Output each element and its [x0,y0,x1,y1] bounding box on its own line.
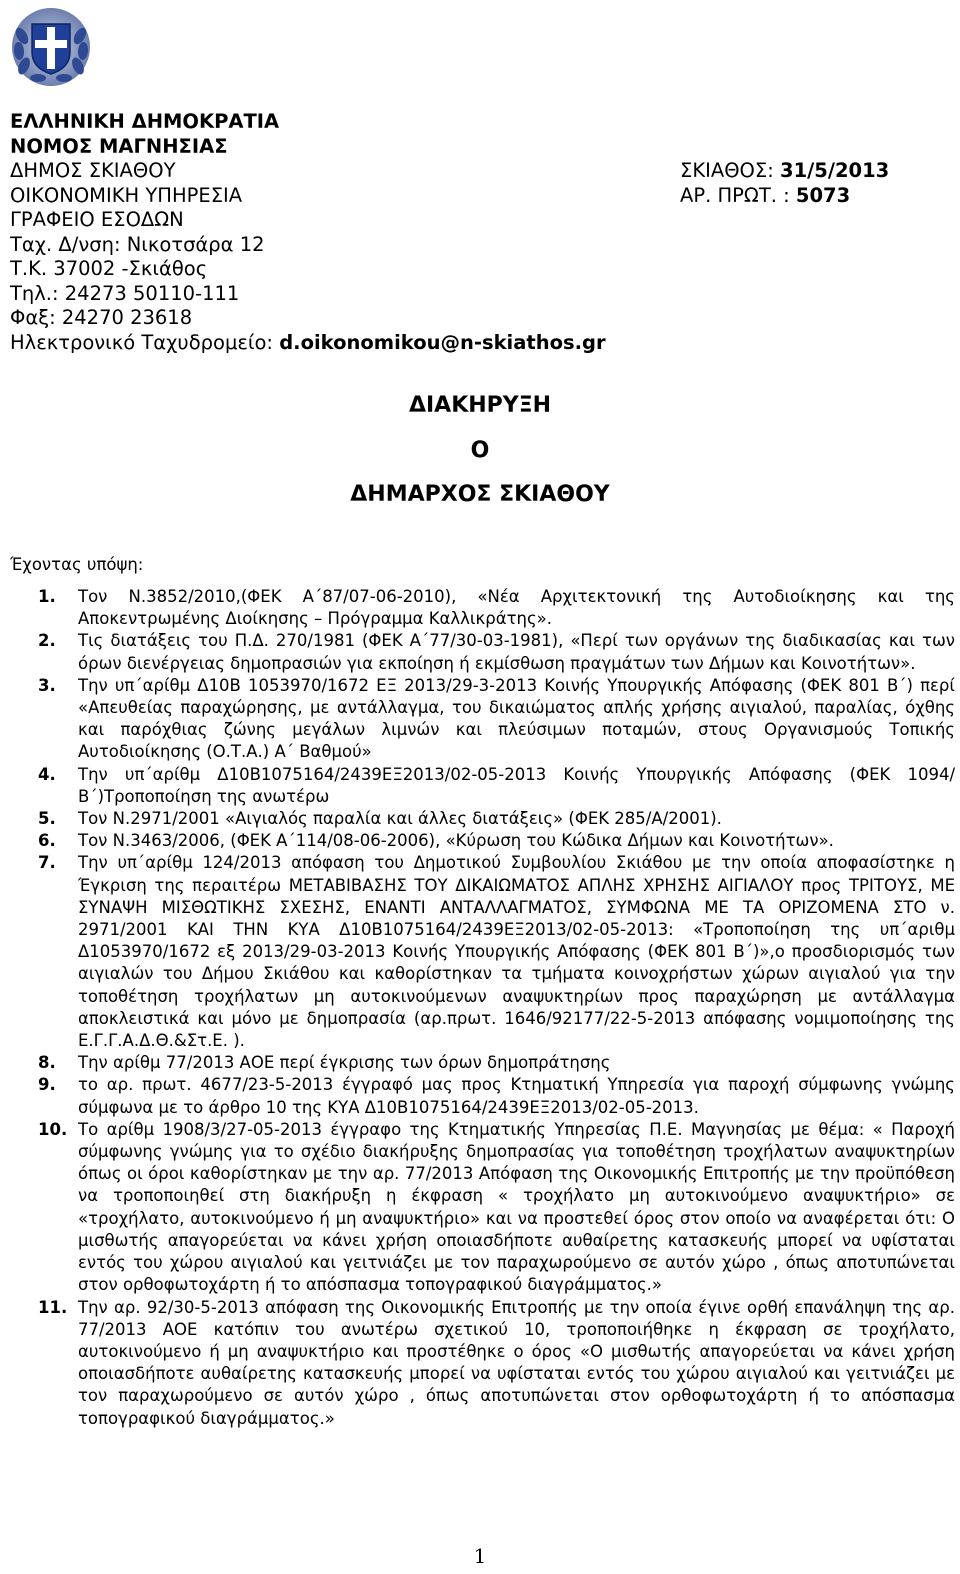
item-text: το αρ. πρωτ. 4677/23-5-2013 έγγραφό μας προς Κτηματική Υπηρεσία για παροχή σύμφωνης γνώμης σύμφωνα με το άρθρο 10 της ΚΥΑ Δ10Β1075164/2439ΕΞ2013/02-05-2013. [78,1075,955,1117]
item-number: 3. [38,675,56,695]
list-item [38,1119,955,1297]
list-item [38,586,955,630]
item-text: Την αρ. 92/30-5-2013 απόφαση της Οικονομικής Επιτροπής με την οποία έγινε ορθή επανάληψη της αρ. 77/2013 ΑΟΕ κατόπιν του ανωτέρω σχετικού 10, τροποποιήθηκε η έκφραση σε τροχήλατο, αυτοκινούμενο ή μη αναψυκτήριο και προστέθηκε ο όρος «Ο μισθωτής απαγορεύεται να κάνει χρήση οποιασδήποτε αυθαίρετης κατασκευής μπορεί να υφίσταται εντός του χώρου αιγιαλού και γειτνιάζει με τον παραχωρούμενο σε αυτόν χώρο , όπως αποτυπώνεται στον ορθοφωτοχάρτη ή το απόσπασμα τοπογραφικού διαγράμματος.» [78,1297,955,1428]
item-number: 4. [38,764,56,784]
item-text: Την υπ΄αρίθμ Δ10Β 1053970/1672 ΕΞ 2013/29-3-2013 Κοινής Υπουργικής Απόφασης (ΦΕΚ 801 Β΄) περί «Απευθείας παραχώρησης, με αντάλλαγμα, του δικαιώματος απλής χρήσης αιγιαλού, παραλίας, όχθης και παρόχθιας ζώνης μεγάλων λιμνών και πλεύσιμων ποταμών, στους Οργανισμούς Τοπικής Αυτοδιοίκησης (Ο.Τ.Α.) Α΄ Βαθμού» [78,675,955,762]
item-text: Την αρίθμ 77/2013 ΑΟΕ περί έγκρισης των όρων δημοπράτησης [78,1053,611,1073]
item-text: Την υπ΄αρίθμ 124/2013 απόφαση του Δημοτικού Συμβουλίου Σκιάθου με την οποία αποφασίστηκε η Έγκριση της περαιτέρω ΜΕΤΑΒΙΒΑΣΗΣ ΤΟΥ ΔΙΚΑΙΩΜΑΤΟΣ ΑΠΛΗΣ ΧΡΗΣΗΣ ΑΙΓΙΑΛΟΥ προς ΤΡΙΤΟΥΣ, ΜΕ ΣΥΝΑΨΗ ΜΙΣΘΩΤΙΚΗΣ ΣΧΕΣΗΣ, ΕΝΑΝΤΙ ΑΝΤΑΛΛΑΓΜΑΤΟΣ, ΣΥΜΦΩΝΑ ΜΕ ΤΑ ΟΡΙΖΟΜΕΝΑ ΣΤΟ ν. 2971/2001 ΚΑΙ ΤΗΝ ΚΥΑ Δ10Β1075164/2439ΕΞ2013/02-05-2013: «Τροποποίηση της υπ΄αριθμ Δ1053970/1672 εξ 2013/29-03-2013 Κοινής Υπουργικής Απόφασης (ΦΕΚ 801 Β΄)»,ο προσδιορισμός των αιγιαλών του Δήμου Σκιάθου και καθορίστηκαν τα τμήματα κοινοχρήστων χώρων αιγιαλού για την τοποθέτηση τροχήλατων μη αυτοκινούμενων αναψυκτηρίων προς παραχώρηση με αντάλλαγμα αποκλειστικά και μόνο με δημοπρασία (αρ.πρωτ. 1646/92177/22-5-2013 απόφασης νομιμοποίησης της Ε.Γ.Γ.Α.Δ.Θ.&Στ.Ε. ). [78,853,955,1051]
list-item [38,1297,955,1430]
list-item [38,852,955,1052]
header-line-republic: ΕΛΛΗΝΙΚΗ ΔΗΜΟΚΡΑΤΙΑ [10,110,280,133]
item-text: Τις διατάξεις του Π.Δ. 270/1981 (ΦΕΚ Α΄77/30-03-1981), «Περί των οργάνων της διαδικασίας και των όρων διενέργειας δημοπρασιών για εκποίηση ή εκμίσθωση πραγμάτων των Δήμων και Κοινοτήτων». [78,631,955,673]
list-item [38,808,955,830]
considerations-intro: Έχοντας υπόψη: [10,555,144,574]
header-line-phone: Τηλ.: 24273 50110-111 [10,281,240,305]
item-number: 6. [38,831,56,851]
item-text: Το αρίθμ 1908/3/27-05-2013 έγγραφο της Κτηματικής Υπηρεσίας Π.Ε. Μαγνησίας με θέμα: « Παροχή σύμφωνης γνώμης για το σχέδιο διακήρυξης δημοπρασίας για τοποθέτηση τροχήλατων αναψυκτηρίων όπως οι όροι καθορίστηκαν με την αρ. 77/2013 Απόφαση της Οικονομικής Επιτροπής με την προϋπόθεση να τροποποιηθεί στη διακήρυξη η έκφραση « τροχήλατο μη αυτοκινούμενο αναψυκτήριο» σε «τροχήλατο, αυτοκινούμενο ή μη αναψυκτήριο» και να προστεθεί όρος στον οποίο να αναφέρεται ότι: Ο μισθωτής απαγορεύεται να κάνει χρήση οποιασδήποτε αυθαίρετης κατασκευής μπορεί να υφίσταται εντός του χώρου αιγιαλού και γειτνιάζει με τον παραχωρούμενο σε αυτόν χώρο , όπως αποτυπώνεται στον ορθοφωτοχάρτη ή το απόσπασμα τοπογραφικού διαγράμματος.» [78,1119,955,1295]
item-number: 2. [38,631,56,651]
protocol-label: ΑΡ. ΠΡΩΤ. : [680,183,796,207]
title-article: Ο [470,438,490,463]
header-line-financial-service: ΟΙΚΟΝΟΜΙΚΗ ΥΠΗΡΕΣΙΑ [10,183,243,207]
document-title: ΔΙΑΚΗΡΥΞΗ [408,393,552,418]
item-number: 11. [38,1297,68,1317]
header-line-postal-code: Τ.Κ. 37002 -Σκιάθος [10,257,208,280]
item-text: Τον Ν.3852/2010,(ΦΕΚ Α΄87/07-06-2010), «Νέα Αρχιτεκτονική της Αυτοδιοίκησης και της Αποκεντρωμένης Διοίκησης – Πρόγραμμα Καλλικράτης». [78,587,955,629]
item-number: 9. [38,1075,56,1095]
list-item [38,675,955,764]
item-text: Την υπ΄αρίθμ Δ10Β1075164/2439ΕΞ2013/02-05-2013 Κοινής Υπουργικής Απόφασης (ΦΕΚ 1094/Β΄)Τροποποίηση της ανωτέρω [78,764,955,806]
page-number: 1 [473,1544,487,1568]
header-line-fax: Φαξ: 24270 23618 [10,306,193,329]
header-line-prefecture: ΝΟΜΟΣ ΜΑΓΝΗΣΙΑΣ [10,134,228,158]
date-line [680,159,889,184]
list-item [38,764,955,808]
item-number: 1. [38,587,56,606]
item-number: 10. [38,1119,68,1139]
item-number: 8. [38,1053,56,1073]
list-item [38,630,955,674]
email-label: Ηλεκτρονικό Ταχυδρομείο: [10,330,280,354]
date-label: ΣΚΙΑΘΟΣ: [680,159,780,182]
item-number: 5. [38,809,56,829]
header-line-address: Ταχ. Δ/νση: Νικοτσάρα 12 [10,232,265,256]
protocol-line [680,184,850,209]
title-issuer: ΔΗΜΑΡΧΟΣ ΣΚΙΑΘΟΥ [350,482,610,507]
header-line-municipality: ΔΗΜΟΣ ΣΚΙΑΘΟΥ [10,159,176,182]
greek-coat-of-arms-emblem [10,6,92,88]
item-text: Τον Ν.3463/2006, (ΦΕΚ Α΄114/08-06-2006), «Κύρωση του Κώδικα Δήμων και Κοινοτήτων». [78,831,834,851]
list-item [38,1074,955,1118]
list-item [38,830,955,852]
item-number: 7. [38,853,56,873]
protocol-number: 5073 [795,183,851,207]
header-line-email [10,331,606,356]
item-text: Τον Ν.2971/2001 «Αιγιαλός παραλία και άλλες διατάξεις» (ΦΕΚ 285/Α/2001). [78,809,722,829]
date-value: 31/5/2013 [780,159,890,182]
header-line-revenue-office: ΓΡΑΦΕΙΟ ΕΣΟΔΩΝ [10,208,184,231]
considerations-list [38,586,955,1430]
email-address-link[interactable]: d.oikonomikou@n-skiathos.gr [279,330,606,354]
list-item [38,1052,955,1074]
